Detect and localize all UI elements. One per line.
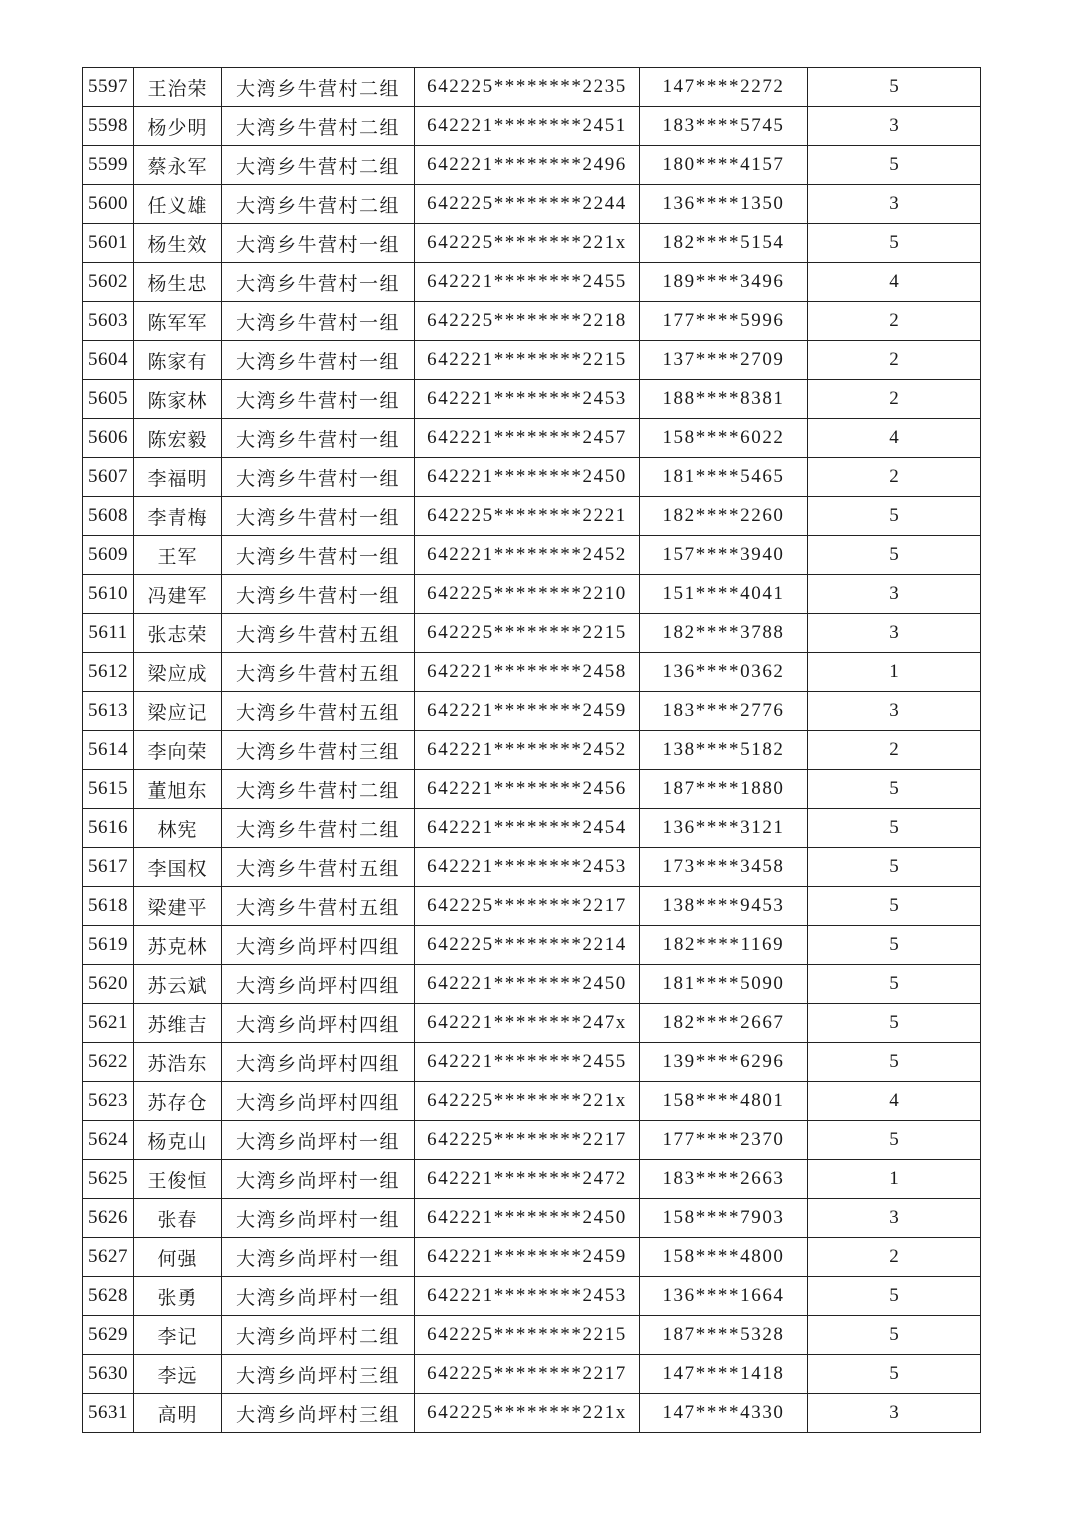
row-number-cell: 5600 bbox=[83, 185, 134, 224]
household-count-cell: 5 bbox=[808, 926, 981, 965]
address-cell: 大湾乡尚坪村四组 bbox=[222, 1004, 415, 1043]
table-row bbox=[83, 419, 981, 458]
row-number-cell: 5612 bbox=[83, 653, 134, 692]
household-count-cell: 1 bbox=[808, 653, 981, 692]
household-count-cell: 5 bbox=[808, 146, 981, 185]
person-name-cell: 杨克山 bbox=[134, 1121, 222, 1160]
address-cell: 大湾乡尚坪村一组 bbox=[222, 1160, 415, 1199]
id-number-cell: 642221********2455 bbox=[415, 263, 640, 302]
phone-number-cell: 182****3788 bbox=[640, 614, 808, 653]
phone-number-cell: 187****1880 bbox=[640, 770, 808, 809]
person-name-cell: 杨少明 bbox=[134, 107, 222, 146]
id-number-cell: 642221********2455 bbox=[415, 1043, 640, 1082]
person-name-cell: 冯建军 bbox=[134, 575, 222, 614]
row-number-cell: 5621 bbox=[83, 1004, 134, 1043]
address-cell: 大湾乡尚坪村四组 bbox=[222, 926, 415, 965]
id-number-cell: 642225********221x bbox=[415, 1082, 640, 1121]
person-name-cell: 任义雄 bbox=[134, 185, 222, 224]
row-number-cell: 5606 bbox=[83, 419, 134, 458]
row-number-cell: 5623 bbox=[83, 1082, 134, 1121]
row-number-cell: 5609 bbox=[83, 536, 134, 575]
address-cell: 大湾乡尚坪村三组 bbox=[222, 1355, 415, 1394]
address-cell: 大湾乡牛营村二组 bbox=[222, 146, 415, 185]
person-name-cell: 苏浩东 bbox=[134, 1043, 222, 1082]
household-count-cell: 2 bbox=[808, 1238, 981, 1277]
address-cell: 大湾乡尚坪村一组 bbox=[222, 1238, 415, 1277]
person-name-cell: 张春 bbox=[134, 1199, 222, 1238]
household-count-cell: 1 bbox=[808, 1160, 981, 1199]
id-number-cell: 642221********2459 bbox=[415, 692, 640, 731]
table-row bbox=[83, 1316, 981, 1355]
id-number-cell: 642225********2215 bbox=[415, 1316, 640, 1355]
phone-number-cell: 136****0362 bbox=[640, 653, 808, 692]
phone-number-cell: 183****2663 bbox=[640, 1160, 808, 1199]
table-row bbox=[83, 1082, 981, 1121]
table-row bbox=[83, 887, 981, 926]
household-count-cell: 5 bbox=[808, 497, 981, 536]
address-cell: 大湾乡尚坪村一组 bbox=[222, 1121, 415, 1160]
person-name-cell: 李青梅 bbox=[134, 497, 222, 536]
row-number-cell: 5630 bbox=[83, 1355, 134, 1394]
phone-number-cell: 183****2776 bbox=[640, 692, 808, 731]
household-count-cell: 5 bbox=[808, 1121, 981, 1160]
id-number-cell: 642221********2450 bbox=[415, 1199, 640, 1238]
row-number-cell: 5626 bbox=[83, 1199, 134, 1238]
row-number-cell: 5599 bbox=[83, 146, 134, 185]
id-number-cell: 642225********2210 bbox=[415, 575, 640, 614]
person-name-cell: 李福明 bbox=[134, 458, 222, 497]
address-cell: 大湾乡牛营村三组 bbox=[222, 731, 415, 770]
phone-number-cell: 187****5328 bbox=[640, 1316, 808, 1355]
household-count-cell: 5 bbox=[808, 224, 981, 263]
person-name-cell: 何强 bbox=[134, 1238, 222, 1277]
table-row bbox=[83, 965, 981, 1004]
household-count-cell: 2 bbox=[808, 458, 981, 497]
household-count-cell: 3 bbox=[808, 692, 981, 731]
row-number-cell: 5605 bbox=[83, 380, 134, 419]
household-count-cell: 3 bbox=[808, 1394, 981, 1433]
phone-number-cell: 180****4157 bbox=[640, 146, 808, 185]
phone-number-cell: 182****2667 bbox=[640, 1004, 808, 1043]
id-number-cell: 642221********2458 bbox=[415, 653, 640, 692]
phone-number-cell: 177****2370 bbox=[640, 1121, 808, 1160]
household-count-cell: 4 bbox=[808, 1082, 981, 1121]
table-row bbox=[83, 107, 981, 146]
phone-number-cell: 158****7903 bbox=[640, 1199, 808, 1238]
address-cell: 大湾乡尚坪村四组 bbox=[222, 965, 415, 1004]
phone-number-cell: 158****4801 bbox=[640, 1082, 808, 1121]
person-name-cell: 林宪 bbox=[134, 809, 222, 848]
table-row bbox=[83, 1004, 981, 1043]
row-number-cell: 5610 bbox=[83, 575, 134, 614]
table-row bbox=[83, 458, 981, 497]
phone-number-cell: 177****5996 bbox=[640, 302, 808, 341]
household-count-cell: 5 bbox=[808, 887, 981, 926]
person-name-cell: 李远 bbox=[134, 1355, 222, 1394]
household-count-cell: 5 bbox=[808, 1277, 981, 1316]
person-name-cell: 杨生忠 bbox=[134, 263, 222, 302]
person-name-cell: 李记 bbox=[134, 1316, 222, 1355]
phone-number-cell: 188****8381 bbox=[640, 380, 808, 419]
address-cell: 大湾乡牛营村一组 bbox=[222, 497, 415, 536]
household-count-cell: 5 bbox=[808, 1316, 981, 1355]
id-number-cell: 642221********2454 bbox=[415, 809, 640, 848]
phone-number-cell: 151****4041 bbox=[640, 575, 808, 614]
roster-sheet bbox=[82, 67, 980, 1433]
address-cell: 大湾乡牛营村二组 bbox=[222, 68, 415, 107]
row-number-cell: 5611 bbox=[83, 614, 134, 653]
id-number-cell: 642225********2221 bbox=[415, 497, 640, 536]
household-count-cell: 5 bbox=[808, 770, 981, 809]
table-row bbox=[83, 1121, 981, 1160]
address-cell: 大湾乡牛营村一组 bbox=[222, 380, 415, 419]
table-row bbox=[83, 497, 981, 536]
id-number-cell: 642221********2457 bbox=[415, 419, 640, 458]
person-name-cell: 苏维吉 bbox=[134, 1004, 222, 1043]
phone-number-cell: 136****1664 bbox=[640, 1277, 808, 1316]
household-count-cell: 3 bbox=[808, 575, 981, 614]
person-name-cell: 董旭东 bbox=[134, 770, 222, 809]
person-name-cell: 陈军军 bbox=[134, 302, 222, 341]
person-name-cell: 王治荣 bbox=[134, 68, 222, 107]
table-row bbox=[83, 692, 981, 731]
phone-number-cell: 182****5154 bbox=[640, 224, 808, 263]
table-row bbox=[83, 770, 981, 809]
household-count-cell: 5 bbox=[808, 68, 981, 107]
person-name-cell: 张志荣 bbox=[134, 614, 222, 653]
table-row bbox=[83, 1394, 981, 1433]
row-number-cell: 5625 bbox=[83, 1160, 134, 1199]
phone-number-cell: 137****2709 bbox=[640, 341, 808, 380]
roster-table bbox=[82, 67, 981, 1433]
address-cell: 大湾乡牛营村五组 bbox=[222, 887, 415, 926]
table-row bbox=[83, 575, 981, 614]
id-number-cell: 642225********221x bbox=[415, 1394, 640, 1433]
id-number-cell: 642221********2472 bbox=[415, 1160, 640, 1199]
row-number-cell: 5604 bbox=[83, 341, 134, 380]
phone-number-cell: 138****5182 bbox=[640, 731, 808, 770]
id-number-cell: 642221********2496 bbox=[415, 146, 640, 185]
address-cell: 大湾乡牛营村二组 bbox=[222, 185, 415, 224]
household-count-cell: 5 bbox=[808, 536, 981, 575]
table-row bbox=[83, 224, 981, 263]
household-count-cell: 5 bbox=[808, 809, 981, 848]
phone-number-cell: 182****2260 bbox=[640, 497, 808, 536]
person-name-cell: 王俊恒 bbox=[134, 1160, 222, 1199]
id-number-cell: 642221********2459 bbox=[415, 1238, 640, 1277]
person-name-cell: 苏存仓 bbox=[134, 1082, 222, 1121]
address-cell: 大湾乡牛营村一组 bbox=[222, 536, 415, 575]
person-name-cell: 杨生效 bbox=[134, 224, 222, 263]
table-row bbox=[83, 1160, 981, 1199]
person-name-cell: 苏云斌 bbox=[134, 965, 222, 1004]
household-count-cell: 5 bbox=[808, 848, 981, 887]
row-number-cell: 5602 bbox=[83, 263, 134, 302]
phone-number-cell: 158****6022 bbox=[640, 419, 808, 458]
phone-number-cell: 189****3496 bbox=[640, 263, 808, 302]
person-name-cell: 王军 bbox=[134, 536, 222, 575]
address-cell: 大湾乡尚坪村二组 bbox=[222, 1316, 415, 1355]
phone-number-cell: 136****3121 bbox=[640, 809, 808, 848]
address-cell: 大湾乡尚坪村一组 bbox=[222, 1199, 415, 1238]
phone-number-cell: 181****5090 bbox=[640, 965, 808, 1004]
household-count-cell: 4 bbox=[808, 263, 981, 302]
table-row bbox=[83, 1355, 981, 1394]
table-row bbox=[83, 146, 981, 185]
household-count-cell: 3 bbox=[808, 107, 981, 146]
person-name-cell: 李国权 bbox=[134, 848, 222, 887]
row-number-cell: 5597 bbox=[83, 68, 134, 107]
phone-number-cell: 182****1169 bbox=[640, 926, 808, 965]
phone-number-cell: 173****3458 bbox=[640, 848, 808, 887]
table-row bbox=[83, 380, 981, 419]
address-cell: 大湾乡牛营村二组 bbox=[222, 107, 415, 146]
id-number-cell: 642225********2244 bbox=[415, 185, 640, 224]
phone-number-cell: 157****3940 bbox=[640, 536, 808, 575]
id-number-cell: 642225********221x bbox=[415, 224, 640, 263]
household-count-cell: 2 bbox=[808, 302, 981, 341]
address-cell: 大湾乡尚坪村四组 bbox=[222, 1043, 415, 1082]
address-cell: 大湾乡牛营村一组 bbox=[222, 263, 415, 302]
row-number-cell: 5619 bbox=[83, 926, 134, 965]
id-number-cell: 642221********2453 bbox=[415, 380, 640, 419]
address-cell: 大湾乡牛营村一组 bbox=[222, 575, 415, 614]
id-number-cell: 642225********2217 bbox=[415, 1355, 640, 1394]
table-row bbox=[83, 926, 981, 965]
id-number-cell: 642221********2450 bbox=[415, 458, 640, 497]
address-cell: 大湾乡牛营村一组 bbox=[222, 224, 415, 263]
table-row bbox=[83, 1043, 981, 1082]
person-name-cell: 陈家有 bbox=[134, 341, 222, 380]
table-row bbox=[83, 848, 981, 887]
person-name-cell: 陈宏毅 bbox=[134, 419, 222, 458]
id-number-cell: 642221********247x bbox=[415, 1004, 640, 1043]
household-count-cell: 4 bbox=[808, 419, 981, 458]
address-cell: 大湾乡牛营村一组 bbox=[222, 419, 415, 458]
table-row bbox=[83, 263, 981, 302]
household-count-cell: 3 bbox=[808, 1199, 981, 1238]
household-count-cell: 2 bbox=[808, 731, 981, 770]
id-number-cell: 642221********2452 bbox=[415, 731, 640, 770]
address-cell: 大湾乡牛营村一组 bbox=[222, 458, 415, 497]
table-row bbox=[83, 614, 981, 653]
household-count-cell: 5 bbox=[808, 1043, 981, 1082]
id-number-cell: 642225********2214 bbox=[415, 926, 640, 965]
phone-number-cell: 147****2272 bbox=[640, 68, 808, 107]
row-number-cell: 5624 bbox=[83, 1121, 134, 1160]
row-number-cell: 5617 bbox=[83, 848, 134, 887]
person-name-cell: 蔡永军 bbox=[134, 146, 222, 185]
person-name-cell: 苏克林 bbox=[134, 926, 222, 965]
person-name-cell: 梁应成 bbox=[134, 653, 222, 692]
id-number-cell: 642221********2453 bbox=[415, 848, 640, 887]
person-name-cell: 陈家林 bbox=[134, 380, 222, 419]
row-number-cell: 5628 bbox=[83, 1277, 134, 1316]
person-name-cell: 高明 bbox=[134, 1394, 222, 1433]
row-number-cell: 5603 bbox=[83, 302, 134, 341]
address-cell: 大湾乡牛营村五组 bbox=[222, 653, 415, 692]
address-cell: 大湾乡牛营村二组 bbox=[222, 809, 415, 848]
row-number-cell: 5627 bbox=[83, 1238, 134, 1277]
row-number-cell: 5601 bbox=[83, 224, 134, 263]
phone-number-cell: 181****5465 bbox=[640, 458, 808, 497]
row-number-cell: 5608 bbox=[83, 497, 134, 536]
address-cell: 大湾乡尚坪村四组 bbox=[222, 1082, 415, 1121]
row-number-cell: 5613 bbox=[83, 692, 134, 731]
id-number-cell: 642221********2215 bbox=[415, 341, 640, 380]
household-count-cell: 5 bbox=[808, 1004, 981, 1043]
id-number-cell: 642221********2451 bbox=[415, 107, 640, 146]
address-cell: 大湾乡牛营村五组 bbox=[222, 848, 415, 887]
row-number-cell: 5614 bbox=[83, 731, 134, 770]
address-cell: 大湾乡尚坪村一组 bbox=[222, 1277, 415, 1316]
row-number-cell: 5622 bbox=[83, 1043, 134, 1082]
household-count-cell: 2 bbox=[808, 380, 981, 419]
id-number-cell: 642221********2452 bbox=[415, 536, 640, 575]
id-number-cell: 642225********2235 bbox=[415, 68, 640, 107]
row-number-cell: 5629 bbox=[83, 1316, 134, 1355]
person-name-cell: 张勇 bbox=[134, 1277, 222, 1316]
id-number-cell: 642225********2217 bbox=[415, 1121, 640, 1160]
phone-number-cell: 136****1350 bbox=[640, 185, 808, 224]
table-row bbox=[83, 536, 981, 575]
address-cell: 大湾乡牛营村五组 bbox=[222, 614, 415, 653]
row-number-cell: 5615 bbox=[83, 770, 134, 809]
row-number-cell: 5620 bbox=[83, 965, 134, 1004]
phone-number-cell: 158****4800 bbox=[640, 1238, 808, 1277]
address-cell: 大湾乡牛营村一组 bbox=[222, 302, 415, 341]
roster-body bbox=[83, 68, 981, 1433]
table-row bbox=[83, 809, 981, 848]
phone-number-cell: 138****9453 bbox=[640, 887, 808, 926]
table-row bbox=[83, 341, 981, 380]
phone-number-cell: 147****4330 bbox=[640, 1394, 808, 1433]
phone-number-cell: 147****1418 bbox=[640, 1355, 808, 1394]
person-name-cell: 梁应记 bbox=[134, 692, 222, 731]
table-row bbox=[83, 1277, 981, 1316]
phone-number-cell: 139****6296 bbox=[640, 1043, 808, 1082]
table-row bbox=[83, 185, 981, 224]
person-name-cell: 李向荣 bbox=[134, 731, 222, 770]
address-cell: 大湾乡尚坪村三组 bbox=[222, 1394, 415, 1433]
table-row bbox=[83, 68, 981, 107]
address-cell: 大湾乡牛营村二组 bbox=[222, 770, 415, 809]
id-number-cell: 642221********2450 bbox=[415, 965, 640, 1004]
person-name-cell: 梁建平 bbox=[134, 887, 222, 926]
table-row bbox=[83, 653, 981, 692]
address-cell: 大湾乡牛营村五组 bbox=[222, 692, 415, 731]
row-number-cell: 5607 bbox=[83, 458, 134, 497]
row-number-cell: 5616 bbox=[83, 809, 134, 848]
id-number-cell: 642221********2453 bbox=[415, 1277, 640, 1316]
household-count-cell: 3 bbox=[808, 185, 981, 224]
table-row bbox=[83, 302, 981, 341]
id-number-cell: 642225********2215 bbox=[415, 614, 640, 653]
address-cell: 大湾乡牛营村一组 bbox=[222, 341, 415, 380]
household-count-cell: 5 bbox=[808, 965, 981, 1004]
household-count-cell: 5 bbox=[808, 1355, 981, 1394]
row-number-cell: 5631 bbox=[83, 1394, 134, 1433]
row-number-cell: 5598 bbox=[83, 107, 134, 146]
household-count-cell: 3 bbox=[808, 614, 981, 653]
table-row bbox=[83, 731, 981, 770]
row-number-cell: 5618 bbox=[83, 887, 134, 926]
phone-number-cell: 183****5745 bbox=[640, 107, 808, 146]
id-number-cell: 642225********2218 bbox=[415, 302, 640, 341]
table-row bbox=[83, 1238, 981, 1277]
id-number-cell: 642225********2217 bbox=[415, 887, 640, 926]
table-row bbox=[83, 1199, 981, 1238]
id-number-cell: 642221********2456 bbox=[415, 770, 640, 809]
household-count-cell: 2 bbox=[808, 341, 981, 380]
